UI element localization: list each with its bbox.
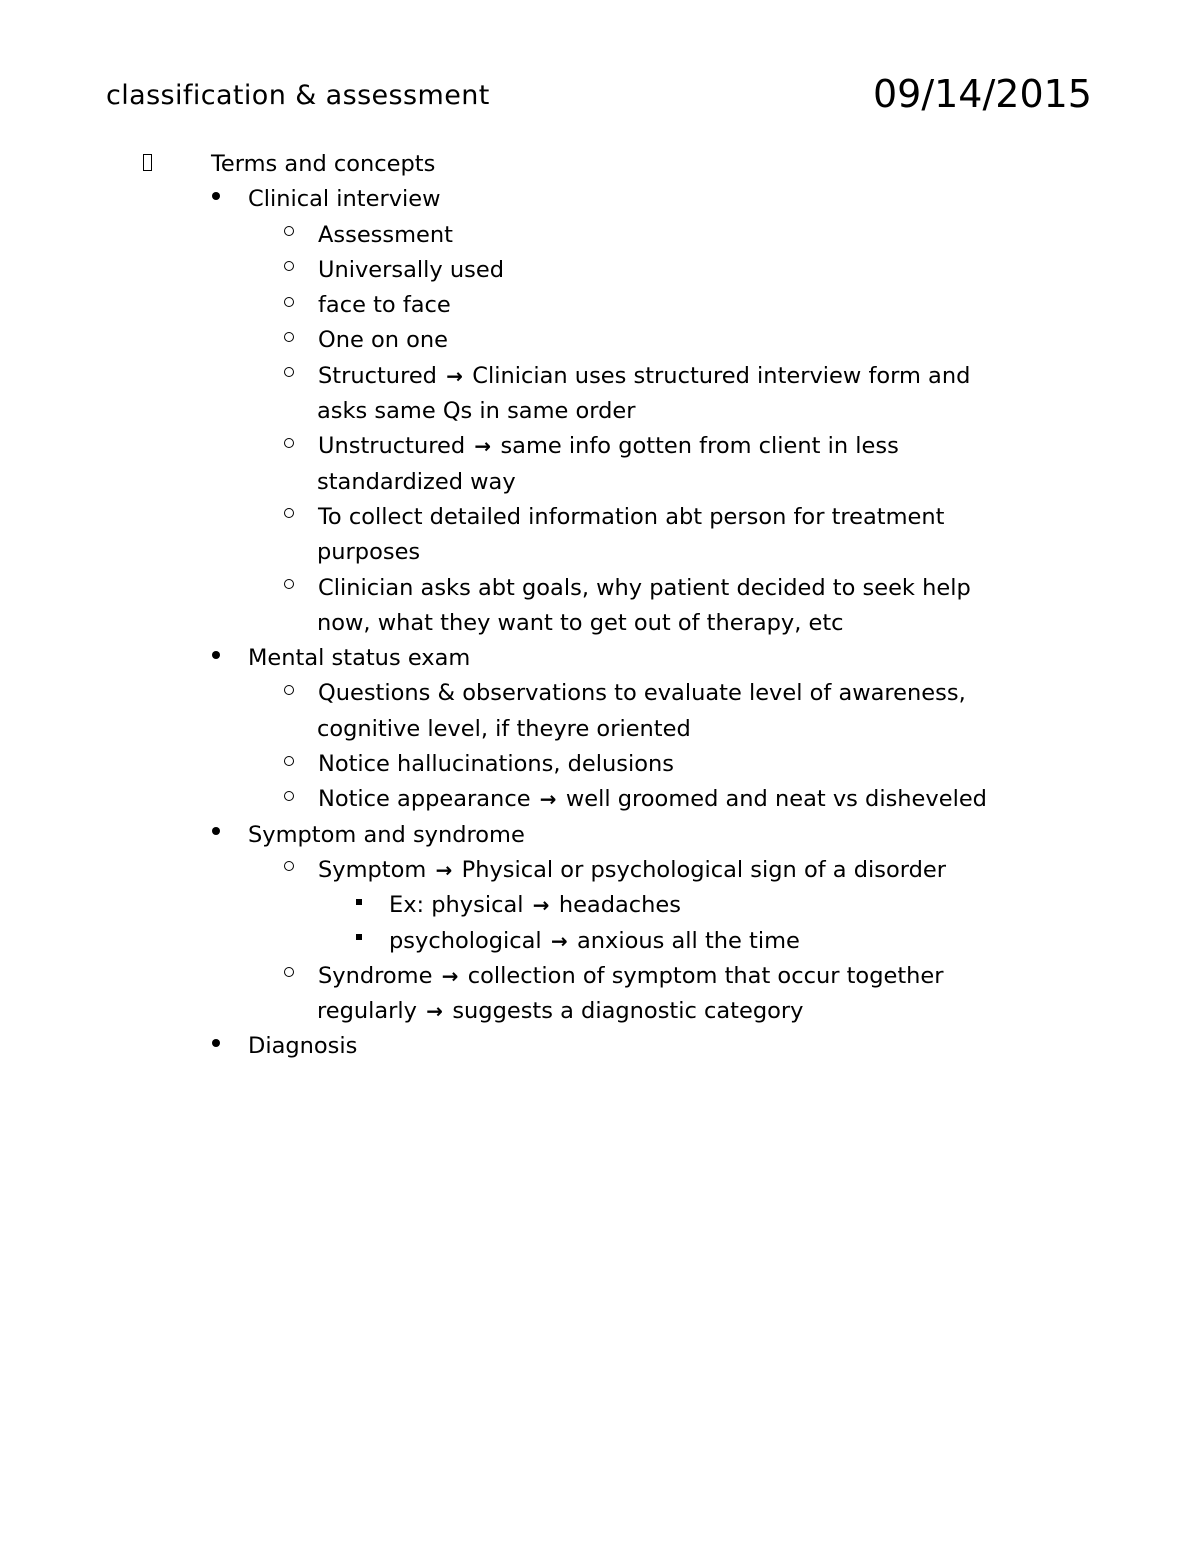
- right-arrow-icon: →: [446, 363, 463, 388]
- circle-bullet-icon: [281, 853, 297, 888]
- list-item: [0, 218, 1200, 253]
- example-term: Ex: physical: [389, 892, 524, 919]
- list-item: [0, 853, 1200, 888]
- structured-definition: Clinician uses structured interview form and: [472, 362, 971, 389]
- questions-text: Questions & observations to evaluate level of awareness,: [318, 680, 966, 707]
- unstructured-term: Unstructured: [318, 433, 466, 460]
- list-item: [0, 818, 1200, 853]
- diagnosis-label: Diagnosis: [248, 1033, 358, 1060]
- right-arrow-icon: →: [539, 787, 557, 812]
- list-item: [0, 323, 1200, 358]
- unstructured-definition: same info gotten from client in less: [500, 433, 899, 460]
- list-item: [0, 359, 1200, 394]
- example-term: psychological: [389, 927, 542, 954]
- list-item: [0, 676, 1200, 711]
- syndrome-term: Syndrome: [318, 962, 433, 989]
- goals-text-continued: now, what they want to get out of therapy, etc: [317, 609, 844, 636]
- list-item-continuation: [0, 606, 1200, 641]
- list-item-text: One on one: [318, 327, 449, 354]
- circle-bullet-icon: [281, 323, 297, 358]
- notes-outline: [0, 147, 1200, 1065]
- purpose-text: To collect detailed information abt person for treatment: [318, 503, 945, 530]
- syndrome-definition: collection of symptom that occur together: [467, 962, 944, 989]
- syndrome-line2-term: regularly: [317, 998, 417, 1025]
- bullet-icon: [208, 182, 224, 217]
- circle-bullet-icon: [281, 218, 297, 253]
- circle-bullet-icon: [281, 500, 297, 535]
- circle-bullet-icon: [281, 676, 297, 711]
- list-item-text: face to face: [318, 292, 451, 319]
- outline-heading-line: [0, 147, 1200, 182]
- bullet-icon: [208, 641, 224, 676]
- list-item: [0, 747, 1200, 782]
- list-item: [0, 288, 1200, 323]
- example-definition: anxious all the time: [577, 927, 800, 954]
- syndrome-line2-definition: suggests a diagnostic category: [452, 998, 804, 1025]
- list-item-continuation: [0, 535, 1200, 570]
- list-item-continuation: [0, 394, 1200, 429]
- bullet-icon: [208, 818, 224, 853]
- symptom-definition: Physical or psychological sign of a disorder: [461, 856, 947, 883]
- list-item: [0, 924, 1200, 959]
- list-item-continuation: [0, 994, 1200, 1029]
- symptom-syndrome-label: Symptom and syndrome: [248, 821, 525, 848]
- right-arrow-icon: →: [532, 893, 550, 918]
- appearance-term: Notice appearance: [318, 786, 531, 813]
- list-item: [0, 959, 1200, 994]
- circle-bullet-icon: [281, 571, 297, 606]
- circle-bullet-icon: [281, 359, 297, 394]
- list-item: [0, 429, 1200, 464]
- list-item: [0, 888, 1200, 923]
- goals-text: Clinician asks abt goals, why patient decided to seek help: [318, 574, 971, 601]
- list-item-continuation: [0, 712, 1200, 747]
- mental-status-exam-label: Mental status exam: [248, 645, 471, 672]
- document-title: classification & assessment: [106, 80, 490, 111]
- symptom-term: Symptom: [318, 856, 427, 883]
- missing-glyph-icon: [140, 147, 154, 182]
- list-item: [0, 571, 1200, 606]
- list-item: [0, 1029, 1200, 1064]
- clinical-interview-label: Clinical interview: [248, 186, 441, 213]
- list-item: [0, 641, 1200, 676]
- list-item: [0, 182, 1200, 217]
- circle-bullet-icon: [281, 253, 297, 288]
- appearance-definition: well groomed and neat vs disheveled: [565, 786, 987, 813]
- circle-bullet-icon: [281, 288, 297, 323]
- list-item: [0, 782, 1200, 817]
- questions-text-continued: cognitive level, if theyre oriented: [317, 715, 691, 742]
- list-item-text: Assessment: [318, 221, 453, 248]
- right-arrow-icon: →: [426, 999, 444, 1024]
- document-date: 09/14/2015: [872, 72, 1092, 116]
- circle-bullet-icon: [281, 747, 297, 782]
- square-bullet-icon: [352, 888, 366, 923]
- example-definition: headaches: [558, 892, 681, 919]
- structured-term: Structured: [318, 362, 437, 389]
- right-arrow-icon: →: [435, 857, 453, 882]
- square-bullet-icon: [352, 924, 366, 959]
- right-arrow-icon: →: [441, 963, 459, 988]
- unstructured-definition-continued: standardized way: [317, 468, 516, 495]
- list-item-continuation: [0, 465, 1200, 500]
- right-arrow-icon: →: [550, 928, 568, 953]
- list-item: [0, 500, 1200, 535]
- circle-bullet-icon: [281, 959, 297, 994]
- outline-heading: Terms and concepts: [211, 151, 436, 177]
- hallucinations-text: Notice hallucinations, delusions: [318, 751, 675, 778]
- circle-bullet-icon: [281, 782, 297, 817]
- list-item-text: Universally used: [318, 256, 504, 283]
- purpose-text-continued: purposes: [317, 539, 421, 566]
- structured-definition-continued: asks same Qs in same order: [317, 398, 636, 425]
- list-item: [0, 253, 1200, 288]
- bullet-icon: [208, 1029, 224, 1064]
- circle-bullet-icon: [281, 429, 297, 464]
- right-arrow-icon: →: [474, 434, 492, 459]
